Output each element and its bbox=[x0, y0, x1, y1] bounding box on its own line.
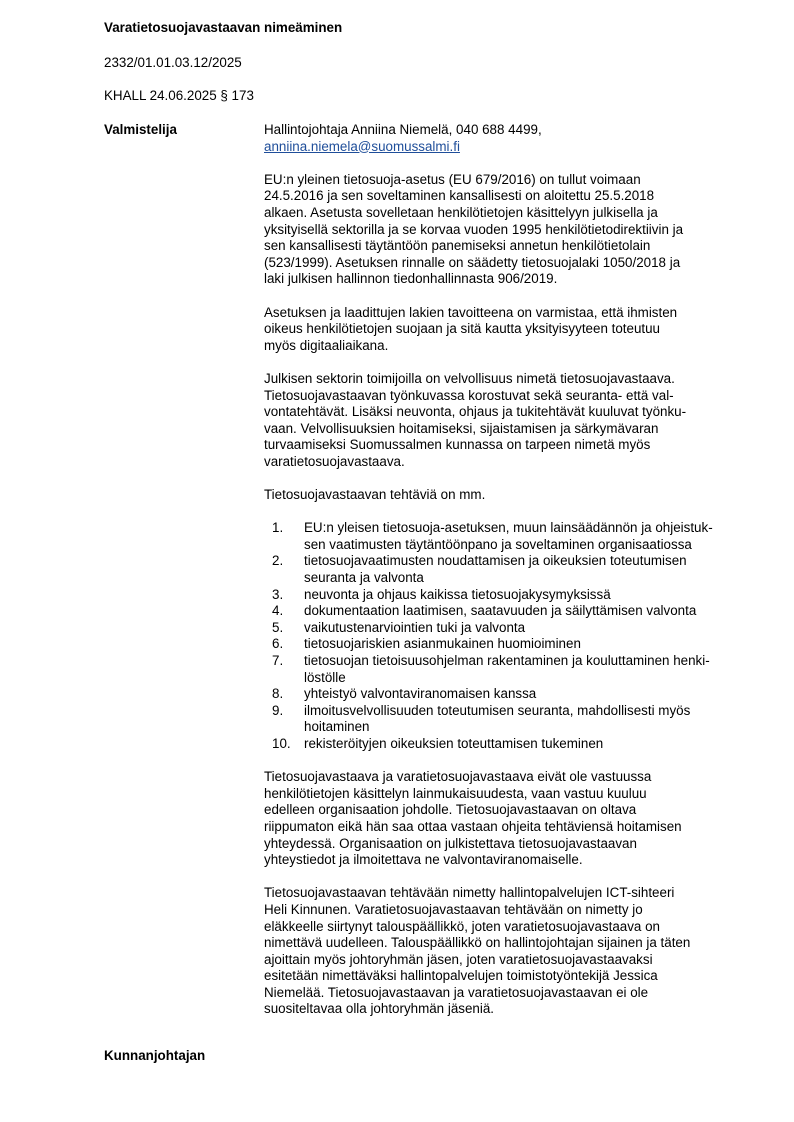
paragraph-line: Heli Kinnunen. Varatietosuojavastaavan tehtävään on nimetty jo bbox=[264, 901, 643, 917]
paragraph-line: sen kansallisesti täytäntöön panemiseksi annetun henkilötietolain bbox=[264, 238, 651, 254]
task-item bbox=[264, 703, 732, 736]
task-item bbox=[264, 620, 732, 637]
paragraph-line: Tietosuojavastaava ja varatietosuojavastaava eivät ole vastuussa bbox=[264, 769, 652, 785]
document-title: Varatietosuojavastaavan nimeäminen bbox=[104, 20, 343, 35]
task-number: 1. bbox=[272, 520, 284, 536]
paragraph-line: yhteydessä. Organisaation on julkistettava tietosuojavastaavan bbox=[264, 835, 637, 851]
reference-number: 2332/01.01.03.12/2025 bbox=[104, 55, 242, 70]
paragraph-line: varatietosuojavastaava. bbox=[264, 453, 405, 469]
paragraph-regulation bbox=[264, 172, 732, 288]
task-number: 8. bbox=[272, 686, 284, 702]
paragraph-line: Tietosuojavastaavan tehtäviä on mm. bbox=[264, 487, 486, 503]
paragraph-line: Tietosuojavastaavan työnkuvassa korostuvat sekä seuranta- että val- bbox=[264, 387, 674, 403]
preparer-email-link[interactable]: anniina.niemela@suomussalmi.fi bbox=[264, 138, 460, 154]
paragraph-appointment bbox=[264, 885, 732, 1018]
task-number: 7. bbox=[272, 653, 284, 668]
task-list bbox=[264, 520, 732, 752]
paragraph-objective bbox=[264, 305, 732, 355]
task-item bbox=[264, 686, 732, 703]
paragraph-line: EU:n yleinen tietosuoja-asetus (EU 679/2016) on tullut voimaan bbox=[264, 171, 641, 187]
task-text: sen vaatimusten täytäntöönpano ja soveltaminen organisaatiossa bbox=[304, 536, 692, 552]
paragraph-line: alkaen. Asetusta sovelletaan henkilötietojen käsittelyyn julkisella ja bbox=[264, 204, 658, 220]
task-text: rekisteröityjen oikeuksien toteuttamisen tukeminen bbox=[304, 735, 604, 751]
paragraph-responsibility bbox=[264, 769, 732, 869]
task-item bbox=[264, 587, 732, 604]
task-text: yhteistyö valvontaviranomaisen kanssa bbox=[304, 686, 537, 702]
paragraph-line: Niemelää. Tietosuojavastaavan ja varatietosuojavastaavan ei ole bbox=[264, 984, 649, 1000]
preparer-label: Valmistelija bbox=[104, 122, 177, 137]
paragraph-line: turvaamiseksi Suomussalmen kunnassa on tarpeen nimetä myös bbox=[264, 437, 651, 453]
paragraph-line: yksityisellä sektorilla ja se korvaa vuoden 1995 henkilötietodirektiivin ja bbox=[264, 221, 684, 237]
task-number: 3. bbox=[272, 586, 284, 602]
task-item bbox=[264, 636, 732, 653]
paragraph-tasks-intro bbox=[264, 487, 732, 504]
task-item bbox=[264, 520, 732, 553]
task-text: ilmoitusvelvollisuuden toteutumisen seuranta, mahdollisesti myös bbox=[304, 702, 691, 718]
task-text: löstölle bbox=[304, 669, 346, 685]
paragraph-line: ajoittain myös johtoryhmän jäsen, joten varatietosuojavastaavaksi bbox=[264, 951, 653, 967]
task-item bbox=[264, 603, 732, 620]
paragraph-line: Asetuksen ja laadittujen lakien tavoitteena on varmistaa, että ihmisten bbox=[264, 304, 678, 320]
task-text: seuranta ja valvonta bbox=[304, 570, 424, 586]
paragraph-line: laki julkisen hallinnon tiedonhallinnasta 906/2019. bbox=[264, 271, 558, 287]
preparer-info bbox=[264, 122, 732, 155]
task-item bbox=[264, 736, 732, 753]
task-text: tietosuojavaatimusten noudattamisen ja oikeuksien toteutumisen bbox=[304, 553, 687, 569]
paragraph-line: vontatehtävät. Lisäksi neuvonta, ohjaus ja tukitehtävät kuuluvat työnku- bbox=[264, 404, 687, 420]
task-item bbox=[264, 553, 732, 586]
task-text: tietosuojariskien asianmukainen huomioiminen bbox=[304, 636, 581, 652]
task-number: 2. bbox=[272, 553, 284, 569]
task-text: vaikutustenarviointien tuki ja valvonta bbox=[304, 619, 526, 635]
paragraph-line: 24.5.2016 ja sen soveltaminen kansallisesti on aloitettu 25.5.2018 bbox=[264, 188, 655, 204]
paragraph-line: (523/1999). Asetuksen rinnalle on säädetty tietosuojalaki 1050/2018 ja bbox=[264, 254, 681, 270]
task-item bbox=[264, 653, 732, 686]
paragraph-line: edelleen organisaation johdolle. Tietosuojavastaavan on oltava bbox=[264, 802, 637, 818]
document-body bbox=[264, 122, 732, 1035]
paragraph-line: nimettävä uudelleen. Talouspäällikkö on hallintojohtajan sijainen ja täten bbox=[264, 935, 691, 951]
paragraph-line: riippumaton eikä hän saa ottaa vastaan ohjeita tehtäviensä hoitamisen bbox=[264, 818, 682, 834]
task-text: hoitaminen bbox=[304, 719, 370, 735]
paragraph-line: Julkisen sektorin toimijoilla on velvollisuus nimetä tietosuojavastaava. bbox=[264, 370, 675, 386]
paragraph-line: esitetään nimettäväksi hallintopalvelujen toimistotyöntekijä Jessica bbox=[264, 968, 658, 984]
preparer-line: Hallintojohtaja Anniina Niemelä, 040 688 4499, bbox=[264, 122, 542, 137]
task-text: EU:n yleisen tietosuoja-asetuksen, muun lainsäädännön ja ohjeistuk- bbox=[304, 520, 713, 536]
paragraph-line: Tietosuojavastaavan tehtävään nimetty hallintopalvelujen ICT-sihteeri bbox=[264, 885, 675, 901]
task-text: tietosuojan tietoisuusohjelman rakentaminen ja kouluttaminen henki- bbox=[304, 653, 710, 668]
paragraph-line: yhteystiedot ja ilmoitettava ne valvontaviranomaiselle. bbox=[264, 852, 583, 868]
task-text: neuvonta ja ohjaus kaikissa tietosuojakysymyksissä bbox=[304, 586, 611, 602]
task-number: 10. bbox=[272, 735, 291, 751]
task-text: dokumentaation laatimisen, saatavuuden ja säilyttämisen valvonta bbox=[304, 603, 697, 619]
task-number: 6. bbox=[272, 636, 284, 652]
mayor-proposal-label: Kunnanjohtajan bbox=[104, 1048, 206, 1063]
paragraph-obligation bbox=[264, 371, 732, 471]
paragraph-line: oikeus henkilötietojen suojaan ja sitä kautta yksityisyyteen toteutuu bbox=[264, 321, 661, 337]
paragraph-line: suositeltavaa olla johtoryhmän jäseniä. bbox=[264, 1001, 495, 1017]
paragraph-line: henkilötietojen käsittelyn lainmukaisuudesta, vaan vastuu kuuluu bbox=[264, 785, 647, 801]
paragraph-line: vaan. Velvollisuuksien hoitamiseksi, sijaistamisen ja särkymävaran bbox=[264, 420, 659, 436]
task-number: 4. bbox=[272, 603, 284, 619]
task-number: 5. bbox=[272, 619, 284, 635]
meeting-reference: KHALL 24.06.2025 § 173 bbox=[104, 88, 254, 103]
paragraph-line: myös digitaaliaikana. bbox=[264, 337, 389, 353]
paragraph-line: eläkkeelle siirtynyt talouspäällikkö, joten varatietosuojavastaava on bbox=[264, 918, 660, 934]
task-number: 9. bbox=[272, 702, 284, 718]
